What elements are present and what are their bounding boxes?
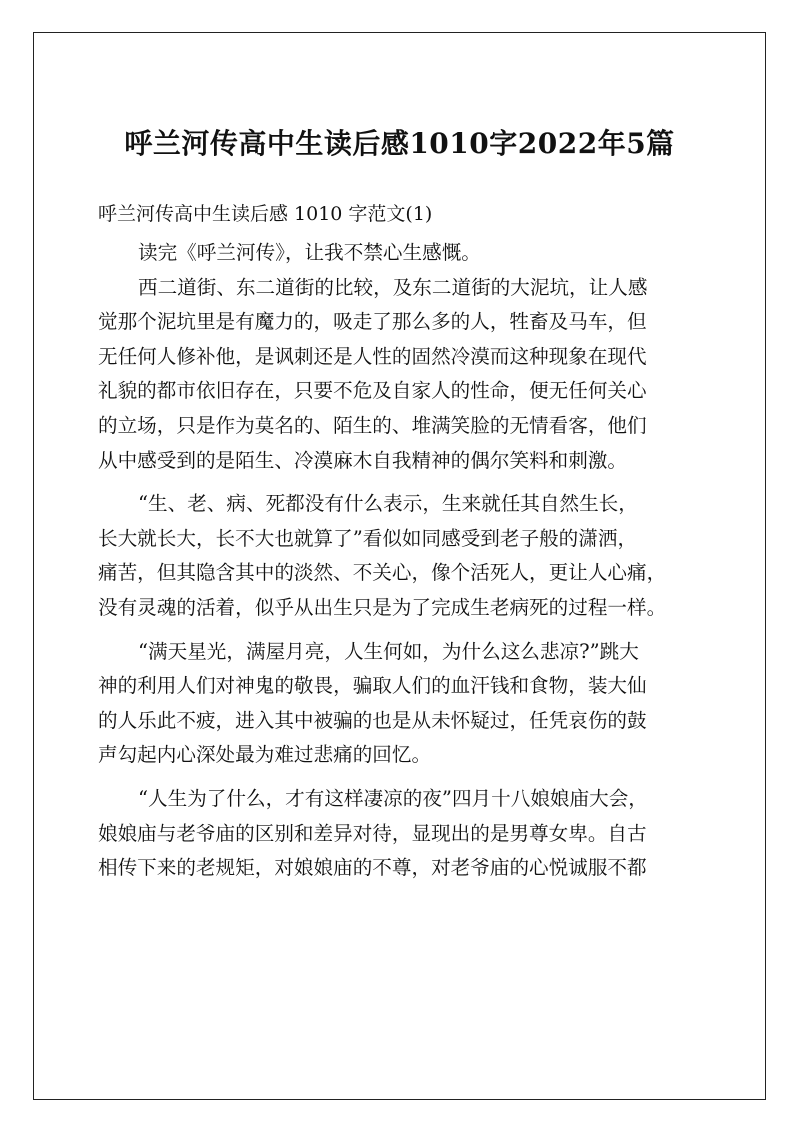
paragraph-4-line-4: 声勾起内心深处最为难过悲痛的回忆。 [98, 743, 432, 767]
section-subheading: 呼兰河传高中生读后感 1010 字范文(1) [98, 203, 433, 225]
paragraph-2-line-5: 的立场，只是作为莫名的、陌生的、堆满笑脸的无情看客，他们 [98, 413, 647, 437]
paragraph-3-line-1: “生、老、病、死都没有什么表示，生来就任其自然生长， [138, 492, 638, 516]
paragraph-5-line-2: 娘娘庙与老爷庙的区别和差异对待，显现出的是男尊女卑。自古 [98, 821, 647, 845]
paragraph-2-line-2: 觉那个泥坑里是有魔力的，吸走了那么多的人，牲畜及马车，但 [98, 310, 647, 334]
paragraph-3-line-3: 痛苦，但其隐含其中的淡然、不关心，像个活死人，更让人心痛， [98, 561, 667, 585]
paragraph-2-line-4: 礼貌的都市依旧存在，只要不危及自家人的性命，便无任何关心 [98, 379, 647, 403]
paragraph-1-line-1: 读完《呼兰河传》，让我不禁心生感慨。 [138, 241, 481, 264]
paragraph-4-line-3: 的人乐此不疲，进入其中被骗的也是从未怀疑过，任凭哀伤的鼓 [98, 708, 647, 732]
document-title: 呼兰河传高中生读后感1010字2022年5篇 [124, 127, 675, 160]
paragraph-4-line-1: “满天星光，满屋月亮，人生何如，为什么这么悲凉?”跳大 [138, 639, 639, 663]
paragraph-2-line-6: 从中感受到的是陌生、冷漠麻木自我精神的偶尔笑料和刺激。 [98, 448, 628, 472]
paragraph-5-line-1: “人生为了什么，才有这样凄凉的夜”四月十八娘娘庙大会， [138, 786, 648, 810]
paragraph-2-line-3: 无任何人修补他，是讽刺还是人性的固然冷漠而这种现象在现代 [98, 344, 647, 368]
document-body [98, 236, 702, 886]
paragraph-5-line-3: 相传下来的老规矩，对娘娘庙的不尊，对老爷庙的心悦诚服不都 [98, 856, 647, 880]
paragraph-3-line-2: 长大就长大，长不大也就算了”看似如同感受到老子般的潇洒， [98, 526, 638, 550]
paragraph-2-line-1: 西二道街、东二道街的比较，及东二道街的大泥坑，让人感 [138, 275, 648, 299]
paragraph-4-line-2: 神的利用人们对神鬼的敬畏，骗取人们的血汗钱和食物，装大仙 [98, 674, 647, 698]
paragraph-3-line-4: 没有灵魂的活着，似乎从出生只是为了完成生老病死的过程一样。 [98, 595, 667, 619]
